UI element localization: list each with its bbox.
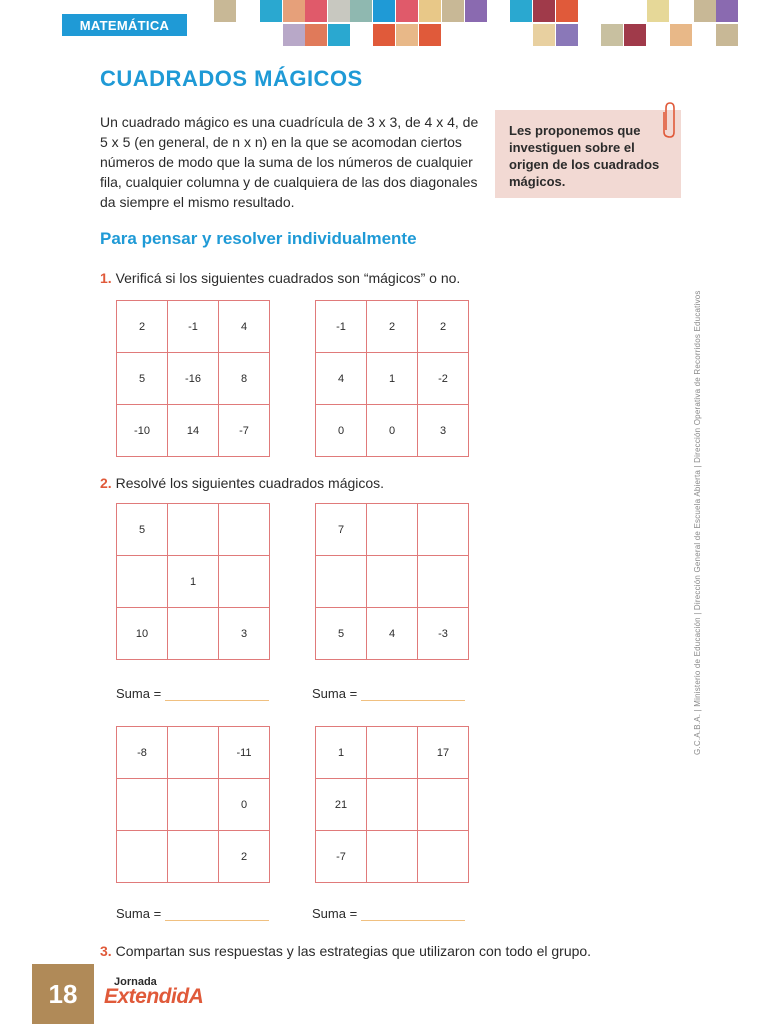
empty-cell[interactable] [117, 556, 168, 608]
decor-square [214, 0, 236, 22]
grid-row [117, 779, 270, 831]
empty-cell[interactable] [418, 504, 469, 556]
sum-blank[interactable] [165, 920, 269, 921]
number-cell: -7 [219, 405, 270, 457]
empty-cell[interactable] [367, 727, 418, 779]
number-cell: 14 [168, 405, 219, 457]
page-number: 18 [32, 964, 94, 1024]
decor-square [647, 0, 669, 22]
question-2 [100, 475, 384, 491]
note-box [495, 110, 681, 198]
grid-row [316, 556, 469, 608]
grid-row [117, 831, 270, 883]
decor-square [716, 0, 738, 22]
number-cell: 0 [367, 405, 418, 457]
empty-cell[interactable] [418, 831, 469, 883]
empty-cell[interactable] [168, 779, 219, 831]
grid-row [316, 301, 469, 353]
decor-square [601, 24, 623, 46]
grid-row [316, 405, 469, 457]
decor-square [716, 24, 738, 46]
number-cell: 2 [367, 301, 418, 353]
sum-label: Suma = [116, 906, 162, 921]
question-text: Resolvé los siguientes cuadrados mágicos. [111, 475, 385, 491]
decor-square [350, 0, 372, 22]
empty-cell[interactable] [367, 504, 418, 556]
empty-cell[interactable] [219, 556, 270, 608]
number-cell: 8 [219, 353, 270, 405]
magic-square-3[interactable] [116, 503, 270, 660]
question-number: 3. [100, 943, 112, 959]
empty-cell[interactable] [367, 779, 418, 831]
magic-square-4[interactable] [315, 503, 469, 660]
decor-square [556, 24, 578, 46]
decor-square [283, 24, 305, 46]
decor-square [419, 24, 441, 46]
grid-row [316, 727, 469, 779]
note-text: Les proponemos que investiguen sobre el origen de los cuadrados mágicos. [509, 123, 660, 189]
grid-row [117, 301, 270, 353]
grid-row [117, 405, 270, 457]
question-text: Verificá si los siguientes cuadrados son “mágicos” o no. [111, 270, 461, 286]
empty-cell[interactable] [316, 556, 367, 608]
question-number: 2. [100, 475, 112, 491]
decor-square [373, 24, 395, 46]
number-cell: -10 [117, 405, 168, 457]
number-cell: 4 [219, 301, 270, 353]
number-cell: 21 [316, 779, 367, 831]
empty-cell[interactable] [168, 504, 219, 556]
sum-label: Suma = [116, 686, 162, 701]
number-cell: 10 [117, 608, 168, 660]
sum-field-5[interactable] [116, 906, 269, 921]
sum-field-6[interactable] [312, 906, 465, 921]
number-cell: 2 [219, 831, 270, 883]
decor-square [305, 0, 327, 22]
number-cell: 4 [367, 608, 418, 660]
magic-square-5[interactable] [116, 726, 270, 883]
empty-cell[interactable] [168, 727, 219, 779]
number-cell: 5 [117, 353, 168, 405]
intro-paragraph: Un cuadrado mágico es una cuadrícula de 3 x 3, de 4 x 4, de 5 x 5 (en general, de n x n) en la que se acomodan ciertos números de modo que la suma de los números de cualquier fila, cualquier columna y de cualquiera de las dos diagonales da siempre el mismo resultado. [100, 114, 479, 210]
empty-cell[interactable] [367, 556, 418, 608]
side-credits: G.C.A.B.A. | Ministerio de Educación | Dirección General de Escuela Abierta | Dirección Operativa de Recorridos Educativos [693, 290, 702, 755]
number-cell: -7 [316, 831, 367, 883]
decor-square [533, 0, 555, 22]
grid-row [117, 727, 270, 779]
number-cell: -3 [418, 608, 469, 660]
number-cell: 1 [168, 556, 219, 608]
question-1 [100, 270, 460, 286]
empty-cell[interactable] [168, 608, 219, 660]
logo-extendida: ExtendidA [104, 985, 204, 1008]
sum-field-3[interactable] [116, 686, 269, 701]
number-cell: -16 [168, 353, 219, 405]
decor-square [556, 0, 578, 22]
decor-square [694, 0, 716, 22]
number-cell: -1 [168, 301, 219, 353]
number-cell: 3 [418, 405, 469, 457]
number-cell: 2 [117, 301, 168, 353]
section-heading: Para pensar y resolver individualmente [100, 229, 417, 248]
empty-cell[interactable] [219, 504, 270, 556]
empty-cell[interactable] [117, 831, 168, 883]
decor-square [396, 24, 418, 46]
number-cell: 7 [316, 504, 367, 556]
sum-blank[interactable] [165, 700, 269, 701]
empty-cell[interactable] [418, 556, 469, 608]
empty-cell[interactable] [418, 779, 469, 831]
number-cell: 2 [418, 301, 469, 353]
decor-square [305, 24, 327, 46]
page-title: CUADRADOS MÁGICOS [100, 66, 363, 91]
number-cell: 1 [367, 353, 418, 405]
sum-label: Suma = [312, 906, 358, 921]
question-3 [100, 943, 591, 959]
number-cell: -11 [219, 727, 270, 779]
decor-square [510, 0, 532, 22]
number-cell: -8 [117, 727, 168, 779]
number-cell: 5 [117, 504, 168, 556]
grid-row [117, 353, 270, 405]
number-cell: 1 [316, 727, 367, 779]
decor-square [260, 0, 282, 22]
number-cell: 5 [316, 608, 367, 660]
sum-field-4[interactable] [312, 686, 465, 701]
decor-square [396, 0, 418, 22]
number-cell: -1 [316, 301, 367, 353]
number-cell: 3 [219, 608, 270, 660]
empty-cell[interactable] [367, 831, 418, 883]
number-cell: 4 [316, 353, 367, 405]
decor-square [624, 24, 646, 46]
decor-square [465, 0, 487, 22]
grid-row [316, 353, 469, 405]
magic-square-1 [116, 300, 270, 457]
number-cell: 17 [418, 727, 469, 779]
logo-jornada: Jornada [114, 976, 157, 988]
decor-square [373, 0, 395, 22]
decor-square [442, 0, 464, 22]
question-number: 1. [100, 270, 112, 286]
empty-cell[interactable] [117, 779, 168, 831]
grid-row [316, 504, 469, 556]
decor-square [533, 24, 555, 46]
decor-square [419, 0, 441, 22]
grid-row [117, 556, 270, 608]
grid-row [117, 608, 270, 660]
empty-cell[interactable] [168, 831, 219, 883]
sum-blank[interactable] [361, 700, 465, 701]
subject-tab: MATEMÁTICA [62, 14, 187, 36]
magic-square-6[interactable] [315, 726, 469, 883]
sum-blank[interactable] [361, 920, 465, 921]
grid-row [316, 608, 469, 660]
number-cell: 0 [219, 779, 270, 831]
paperclip-icon [660, 100, 680, 140]
number-cell: -2 [418, 353, 469, 405]
magic-square-2 [315, 300, 469, 457]
decor-square [328, 0, 350, 22]
sum-label: Suma = [312, 686, 358, 701]
question-text: Compartan sus respuestas y las estrategias que utilizaron con todo el grupo. [111, 943, 592, 959]
grid-row [316, 779, 469, 831]
number-cell: 0 [316, 405, 367, 457]
decor-square [283, 0, 305, 22]
decor-square [328, 24, 350, 46]
decor-square [670, 24, 692, 46]
grid-row [117, 504, 270, 556]
grid-row [316, 831, 469, 883]
